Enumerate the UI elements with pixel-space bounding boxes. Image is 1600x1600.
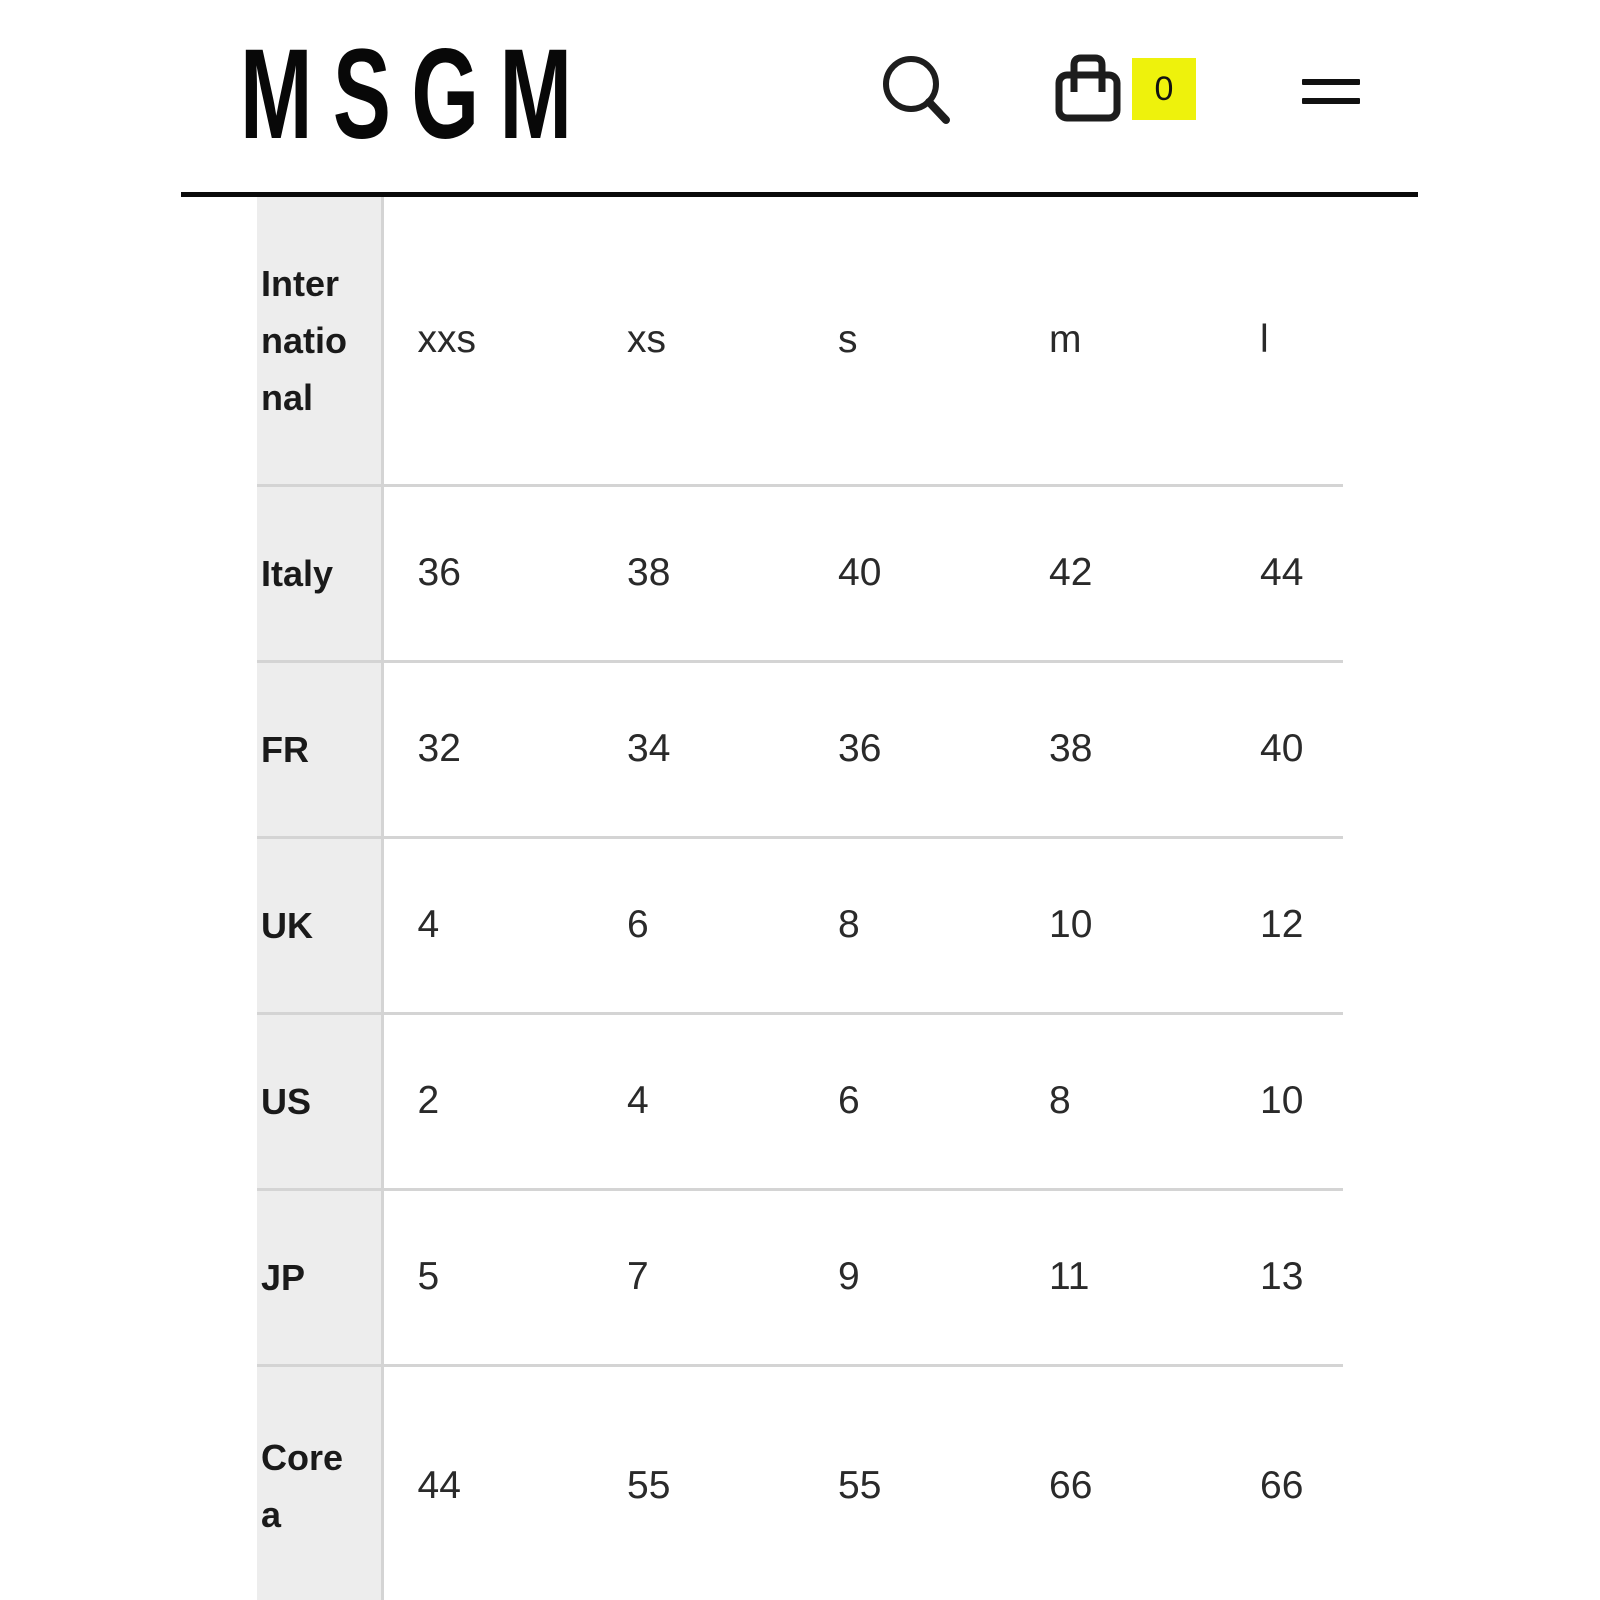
size-cell: 44 [1260, 551, 1304, 594]
hamburger-icon [1302, 79, 1360, 85]
size-cell: 38 [627, 551, 671, 594]
size-cell: 10 [1049, 903, 1093, 946]
size-cell: 12 [1260, 903, 1304, 946]
cart-count-badge [1132, 58, 1196, 120]
shopping-bag-icon [1055, 54, 1121, 122]
size-cell: 5 [417, 1255, 440, 1298]
size-cell: 66 [1049, 1463, 1093, 1507]
size-cell: xs [627, 318, 666, 362]
table-row [257, 1013, 1343, 1189]
size-cell: 55 [627, 1463, 671, 1507]
table-row [257, 1365, 1343, 1600]
brand-logo[interactable]: MSGM [240, 23, 593, 166]
row-label: Italy [257, 485, 382, 661]
size-cell: l [1260, 318, 1269, 362]
size-cell: 6 [838, 1079, 860, 1122]
size-cell: 36 [838, 727, 882, 770]
size-chart-wrapper [257, 197, 1343, 1600]
size-cell: 10 [1260, 1079, 1304, 1122]
size-conversion-table [257, 197, 1343, 1600]
cart-count: 0 [1154, 69, 1174, 108]
row-label: International [257, 197, 382, 485]
size-cell: 66 [1260, 1463, 1304, 1507]
size-cell: 8 [1049, 1079, 1071, 1122]
size-cell: m [1049, 318, 1082, 362]
size-cell: 9 [838, 1255, 860, 1298]
search-button[interactable] [880, 53, 952, 125]
table-row [257, 197, 1343, 485]
row-label: FR [257, 661, 382, 837]
table-row [257, 837, 1343, 1013]
size-cell: 2 [417, 1079, 440, 1122]
size-cell: 34 [627, 727, 671, 770]
menu-button[interactable] [1302, 76, 1360, 108]
size-cell: 4 [627, 1079, 649, 1122]
table-row [257, 1189, 1343, 1365]
table-row [257, 485, 1343, 661]
row-label: US [257, 1013, 382, 1189]
cart-button[interactable] [1055, 54, 1197, 122]
size-cell: 40 [1260, 727, 1304, 770]
size-cell: xxs [417, 318, 476, 362]
size-cell: 55 [838, 1463, 882, 1507]
size-cell: 4 [417, 903, 440, 946]
size-cell: 8 [838, 903, 860, 946]
size-cell: 11 [1049, 1255, 1090, 1298]
size-cell: 40 [838, 551, 882, 594]
size-cell: 38 [1049, 727, 1093, 770]
row-label: JP [257, 1189, 382, 1365]
table-row [257, 661, 1343, 837]
row-label: UK [257, 837, 382, 1013]
size-cell: 32 [417, 727, 461, 770]
size-cell: 6 [627, 903, 649, 946]
size-cell: 7 [627, 1255, 649, 1298]
size-cell: 42 [1049, 551, 1093, 594]
size-cell: 13 [1260, 1255, 1304, 1298]
size-cell: 44 [417, 1463, 461, 1507]
size-cell: s [838, 318, 858, 362]
row-label: Corea [257, 1365, 382, 1600]
size-cell: 36 [417, 551, 461, 594]
search-icon [880, 53, 952, 125]
hamburger-icon [1302, 98, 1360, 104]
